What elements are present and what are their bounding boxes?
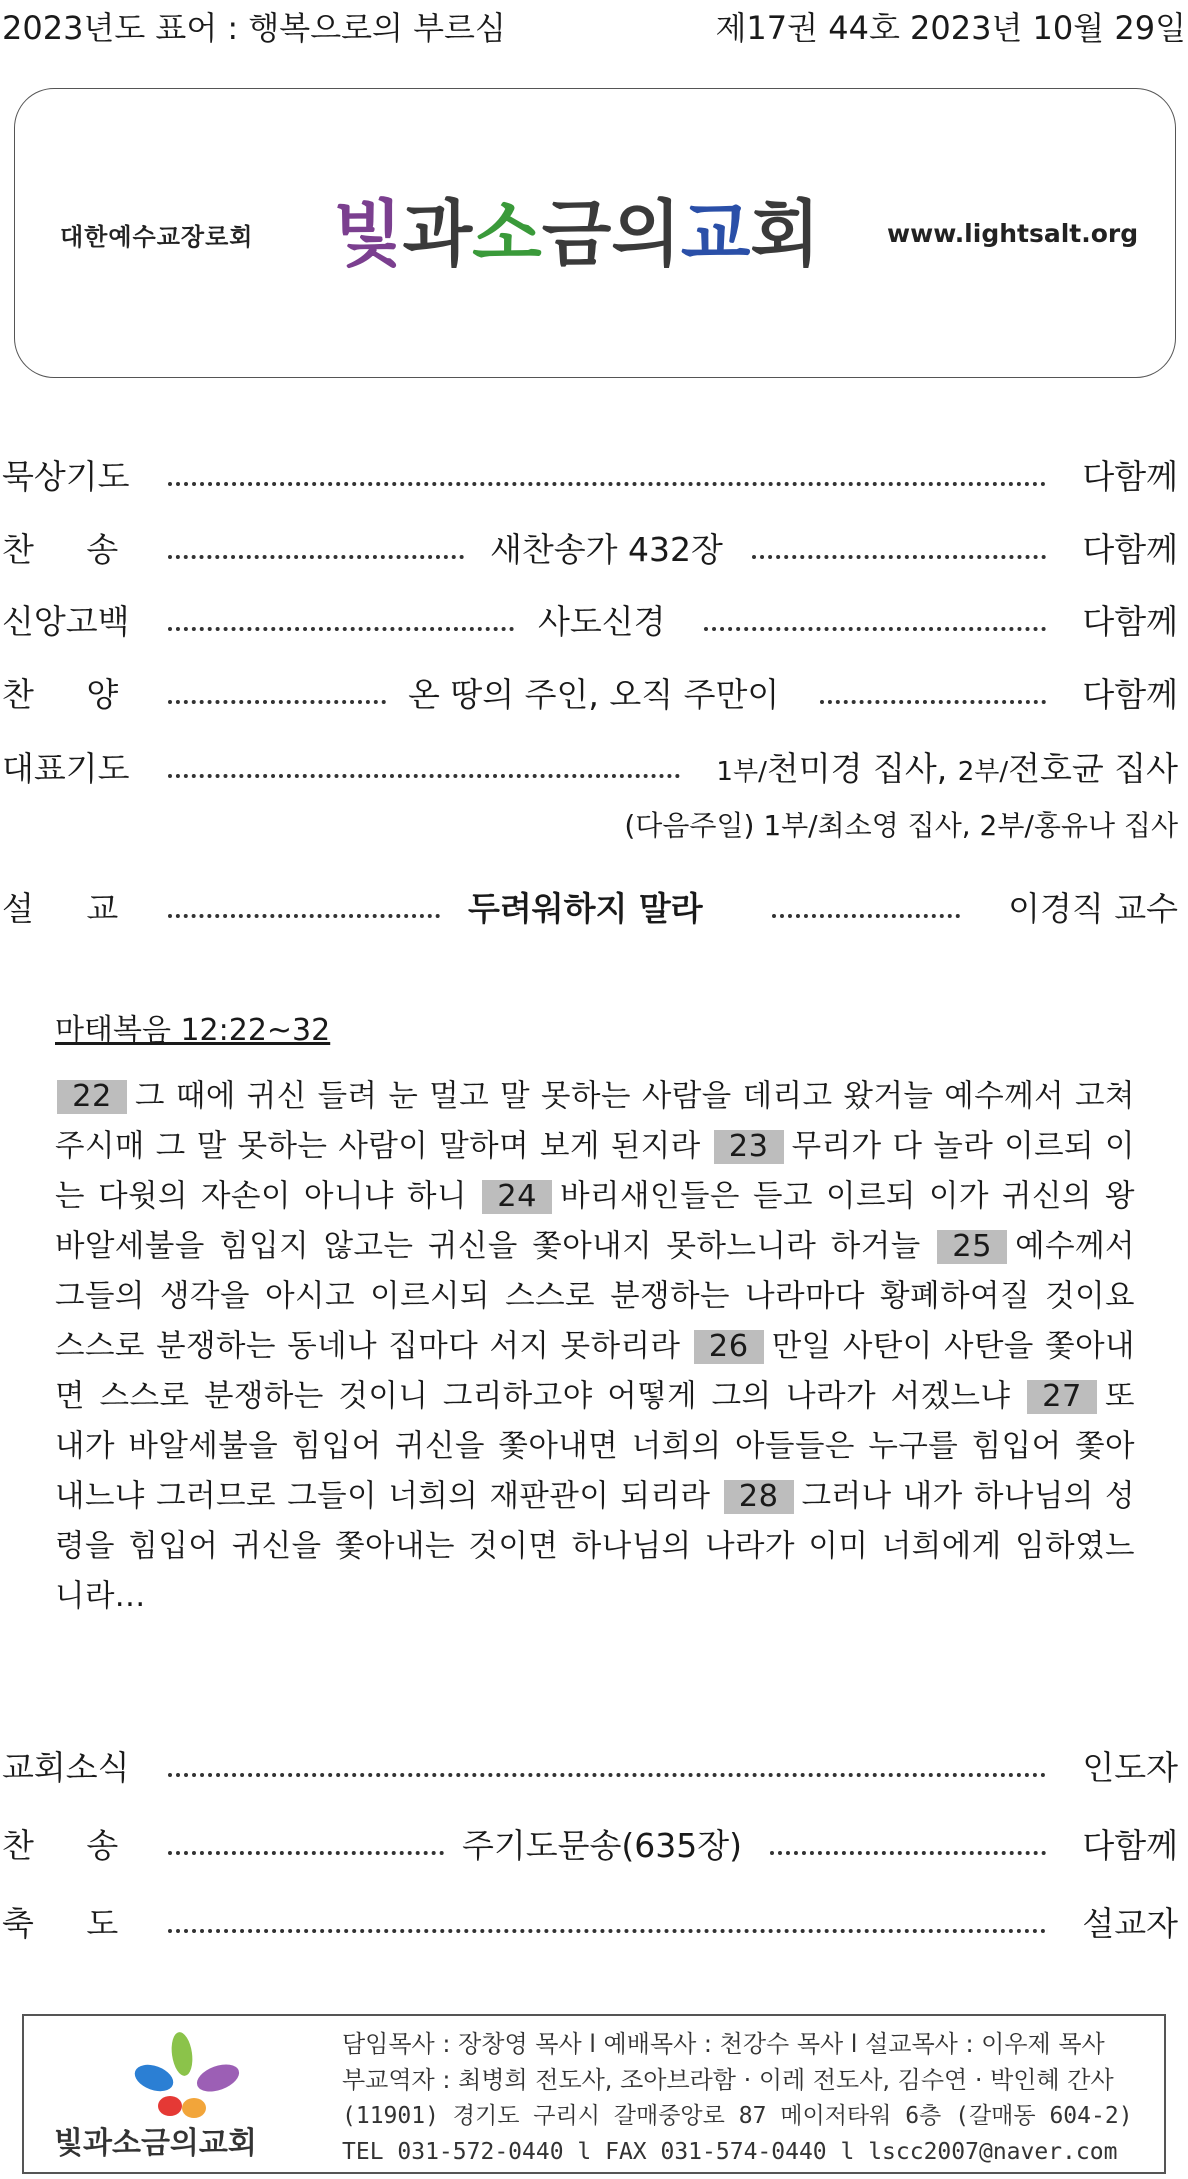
order-item-silent-prayer [0,452,1188,502]
order-item-sermon [0,884,1188,934]
leader-dots [168,482,1046,486]
leader-dots [168,555,464,559]
staff-line: 부교역자 : 최병희 전도사, 조아브라함 · 이레 전도사, 김수연 · 박인혜 간사 [342,2066,1114,2094]
order-leader: 다함께 [1082,530,1178,569]
order-item-creed [0,597,1188,647]
verse-number: 27 [1027,1380,1097,1414]
leader-dots [168,1929,1046,1933]
verse-number: 26 [694,1330,764,1364]
verse-number: 28 [724,1480,794,1514]
leader-dots [168,914,440,918]
order-leader: 다함께 [1082,602,1178,641]
leader-dots [752,555,1046,559]
logo-char: 과 [402,191,473,276]
order-label: 대표기도 [2,749,130,788]
church-footer [22,2014,1166,2174]
verse-text: 그 때에 귀신 들려 눈 멀고 말 못하는 사람을 데리고 왔거늘 예수께서 고쳐 주시매 그 말 못하는 사람이 말하며 보게 된지라 [55,1079,1135,1164]
bulletin-header [0,6,1188,50]
church-logo-text [333,189,820,279]
leader-dots [168,774,680,778]
order-leader: 다함께 [1082,675,1178,714]
order-leader: 설교자 [1082,1904,1178,1943]
leader-dots [772,914,960,918]
verse-number: 25 [937,1230,1007,1264]
leader-dots [704,627,1046,631]
order-label: 설 교 [2,889,119,928]
order-item-praise [0,670,1188,720]
verse-text: 바리새인들은 듣고 이르되 이가 귀신의 왕 바알세불을 힘입지 않고는 귀신을 쫓아내지 못하느니라 하거늘 [55,1179,1135,1264]
contact-line: TEL 031-572-0440 l FAX 031-574-0440 l lscc2007@naver.com [342,2139,1118,2165]
church-flower-logo [120,2028,260,2128]
order-label: 찬 송 [2,530,119,569]
verse-number: 22 [57,1080,127,1114]
order-content: 새찬송가 432장 [490,530,723,569]
order-item-closing-hymn [0,1821,1188,1871]
order-leader: 인도자 [1082,1748,1178,1787]
order-label: 신앙고백 [2,602,130,641]
verse-number: 24 [482,1180,552,1214]
verse-text: 무리가 다 놀라 이르되 이는 다윗의 자손이 아니냐 하니 [55,1129,1135,1214]
order-leader: 1부/천미경 집사, 2부/전호균 집사 [716,749,1178,788]
order-content: 주기도문송(635장) [462,1826,743,1865]
website-url: www.lightsalt.org [887,219,1139,248]
verse-text: 만일 사탄이 사탄을 쫓아내면 스스로 분쟁하는 것이니 그리하고야 어떻게 그의 나라가 서겠느냐 [55,1329,1135,1414]
scripture-reference: 마태복음 12:22~32 [55,1013,331,1048]
logo-char: 빛 [333,191,403,276]
order-content: 사도신경 [538,602,666,641]
leader-dots [820,700,1046,704]
leader-dots [770,1851,1046,1855]
order-item-announcements [0,1743,1188,1793]
logo-char: 의 [611,191,681,276]
leader-dots [168,700,386,704]
logo-char: 교 [680,191,751,276]
preacher: 이경직 교수 [1008,889,1178,928]
leader-dots [168,1851,444,1855]
pastor-line: 담임목사 : 장창영 목사 l 예배목사 : 천강수 목사 l 설교목사 : 이우제 목사 [342,2030,1105,2058]
issue-info: 제17권 44호 2023년 10월 29일 [715,9,1186,47]
order-item-hymn [0,525,1188,575]
order-label: 교회소식 [2,1748,130,1787]
footer-info [342,2026,1133,2170]
scripture-text [55,1072,1135,1622]
order-label: 찬 양 [2,675,119,714]
verse-text: 또 내가 바알세불을 힘입어 귀신을 쫓아내면 너희의 아들들은 누구를 힘입어 쫓아내느냐 그러므로 그들이 너희의 재판관이 되리라 [55,1379,1135,1514]
denomination-name: 대한예수교장로회 [60,223,254,251]
verse-text: 그러나 내가 하나님의 성령을 힘입어 귀신을 쫓아내는 것이면 하나님의 나라가 이미 너희에게 임하였느니라... [55,1479,1136,1614]
order-content: 온 땅의 주인, 오직 주만이 [408,675,780,714]
sermon-title: 두려워하지 말라 [468,889,703,928]
annual-motto: 2023년도 표어 : 행복으로의 부르심 [2,9,506,47]
footer-church-name: 빛과소금의교회 [54,2126,257,2161]
church-banner [14,88,1176,378]
next-week-prayer: (다음주일) 1부/최소영 집사, 2부/홍유나 집사 [624,809,1178,842]
verse-number: 23 [714,1130,784,1164]
order-label: 찬 송 [2,1826,119,1865]
verse-text: 예수께서 그들의 생각을 아시고 이르시되 스스로 분쟁하는 나라마다 황폐하여질 것이요 스스로 분쟁하는 동네나 집마다 서지 못하리라 [55,1229,1135,1364]
order-leader: 다함께 [1082,1826,1178,1865]
logo-char: 소 [472,191,542,276]
order-label: 묵상기도 [2,457,130,496]
order-item-benediction [0,1899,1188,1949]
logo-char: 회 [750,191,820,276]
leader-dots [168,627,514,631]
address-line: (11901) 경기도 구리시 갈매중앙로 87 메이저타워 6층 (갈매동 604-2) [342,2103,1133,2129]
logo-char: 금 [541,191,612,276]
order-leader: 다함께 [1082,457,1178,496]
order-item-representative-prayer [0,744,1188,794]
leader-dots [168,1773,1046,1777]
order-label: 축 도 [2,1904,119,1943]
